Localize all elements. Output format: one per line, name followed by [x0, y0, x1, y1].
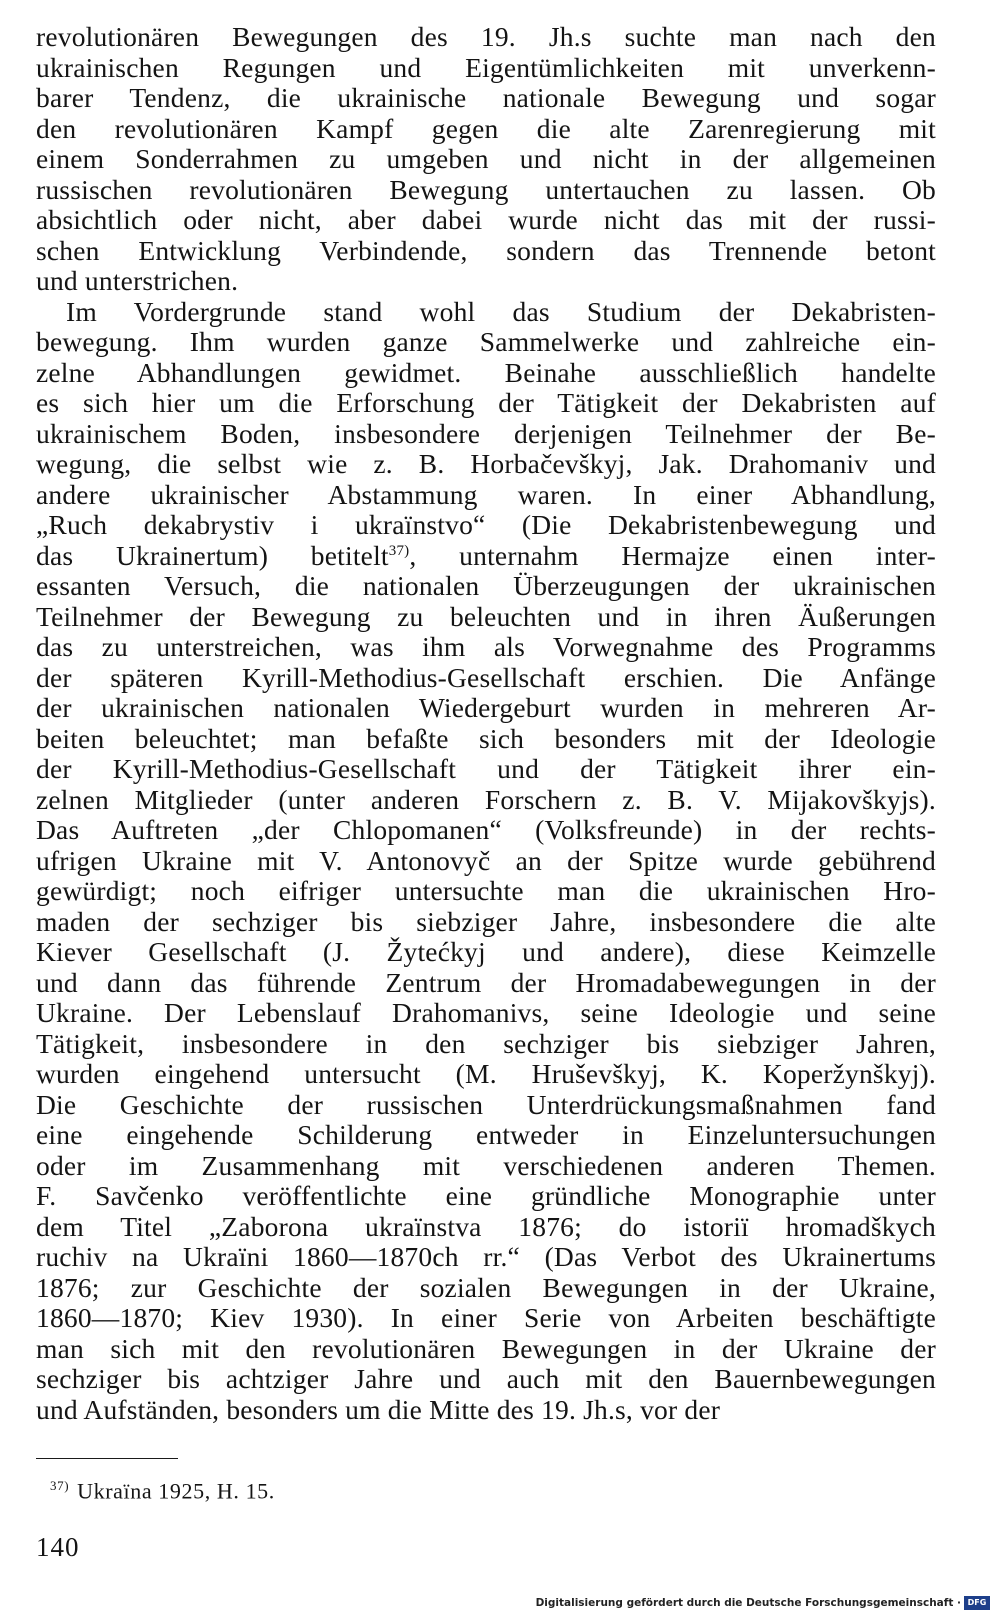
text-line: und unterstrichen. — [36, 265, 239, 296]
credit-text: Digitalisierung gefördert durch die Deutsche Forschungsgemeinschaft · — [535, 1597, 961, 1609]
text-line: den revolutionären Kampf gegen die alte Zarenregierung mit — [36, 112, 936, 144]
text-line: Im Vordergrunde stand wohl das Studium der Dekabristen- — [66, 295, 936, 327]
text-line: man sich mit den revolutionären Bewegungen in der Ukraine der — [36, 1332, 936, 1364]
text-line: wurden eingehend untersucht (M. Hruševškyj, K. Koperžynškyj). — [36, 1058, 936, 1089]
text-line: ufrigen Ukraine mit V. Antonovyč an der Spitze wurde gebührend — [36, 844, 936, 876]
text-line: ukrainischem Boden, insbesondere derjenigen Teilnehmer der Be- — [36, 417, 936, 449]
text-line: sechziger bis achtziger Jahre und auch mit den Bauernbewegungen — [36, 1363, 936, 1394]
text-line: ukrainischen Regungen und Eigentümlichkeiten mit unverkenn- — [36, 51, 936, 83]
text-line: Tätigkeit, insbesondere in den sechziger bis siebziger Jahren, — [36, 1027, 936, 1059]
text-line: und dann das führende Zentrum der Hromadabewegungen in der — [36, 966, 936, 998]
paragraph-1 — [36, 22, 936, 297]
text-line: maden der sechziger bis siebziger Jahre, insbesondere die alte — [36, 905, 936, 937]
text-line: revolutionären Bewegungen des 19. Jh.s suchte man nach den — [36, 21, 936, 52]
text-line: der späteren Kyrill-Methodius-Gesellschaft erschien. Die Anfänge — [36, 661, 936, 693]
text-line: eine eingehende Schilderung entweder in Einzeluntersuchungen — [36, 1119, 936, 1150]
text-line: barer Tendenz, die ukrainische nationale Bewegung und sogar — [36, 82, 936, 113]
text-line: absichtlich oder nicht, aber dabei wurde nicht das mit der russi- — [36, 204, 936, 235]
footnote-mark: 37) — [50, 1478, 70, 1493]
text-line: ruchiv na Ukraïni 1860—1870ch rr.“ (Das Verbot des Ukrainertums — [36, 1241, 936, 1272]
text-line — [36, 541, 936, 572]
footnote-reference[interactable]: 37) — [388, 542, 410, 559]
text-line: gewürdigt; noch eifriger untersuchte man die ukrainischen Hro- — [36, 875, 936, 906]
page-body — [36, 22, 936, 1425]
text-line: und Aufständen, besonders um die Mitte des 19. Jh.s, vor der — [36, 1393, 721, 1425]
text-line: Ukraine. Der Lebenslauf Drahomanivs, seine Ideologie und seine — [36, 997, 936, 1028]
footnote — [50, 1478, 275, 1504]
text-line: oder im Zusammenhang mit verschiedenen anderen Themen. — [36, 1149, 936, 1181]
text-line: der Kyrill-Methodius-Gesellschaft und der Tätigkeit ihrer ein- — [36, 753, 936, 784]
text-line: Kiever Gesellschaft (J. Žytećkyj und andere), diese Keimzelle — [36, 936, 936, 967]
text-line: Das Auftreten „der Chlopomanen“ (Volksfreunde) in der rechts- — [36, 814, 936, 845]
text-line: wegung, die selbst wie z. B. Horbačevškyj, Jak. Drahomaniv und — [36, 448, 936, 479]
text-line: einem Sonderrahmen zu umgeben und nicht in der allgemeinen — [36, 143, 936, 174]
text-line: beiten beleuchtet; man befaßte sich besonders mit der Ideologie — [36, 722, 936, 754]
text-line: Teilnehmer der Bewegung zu beleuchten und in ihren Äußerungen — [36, 600, 936, 632]
text-line: „Ruch dekabrystiv i ukraïnstvo“ (Die Dekabristenbewegung und — [36, 509, 936, 540]
text-segment: das Ukrainertum) betitelt — [36, 539, 389, 571]
text-line: essanten Versuch, die nationalen Überzeugungen der ukrainischen — [36, 570, 936, 601]
text-line: zelne Abhandlungen gewidmet. Beinahe ausschließlich handelte — [36, 356, 936, 388]
text-line: bewegung. Ihm wurden ganze Sammelwerke und zahlreiche ein- — [36, 326, 936, 357]
text-line: 1876; zur Geschichte der sozialen Bewegungen in der Ukraine, — [36, 1271, 936, 1303]
footnote-text: Ukraïna 1925, H. 15. — [77, 1478, 275, 1504]
text-line: das zu unterstreichen, was ihm als Vorwegnahme des Programms — [36, 631, 936, 662]
text-line: andere ukrainischer Abstammung waren. In einer Abhandlung, — [36, 478, 936, 510]
text-line: schen Entwicklung Verbindende, sondern das Trennende betont — [36, 234, 936, 266]
text-line: F. Savčenko veröffentlichte eine gründliche Monographie unter — [36, 1180, 936, 1211]
text-line: zelnen Mitglieder (unter anderen Forschern z. B. V. Mijakovškyjs). — [36, 783, 936, 815]
footnote-divider — [36, 1458, 178, 1459]
text-line: dem Titel „Zaborona ukraïnstva 1876; do istoriï hromadškych — [36, 1210, 936, 1242]
dfg-logo-icon: DFG — [964, 1596, 990, 1610]
text-line: der ukrainischen nationalen Wiedergeburt wurden in mehreren Ar- — [36, 692, 936, 723]
text-line: Die Geschichte der russischen Unterdrückungsmaßnahmen fand — [36, 1088, 936, 1120]
paragraph-2 — [36, 297, 936, 1426]
text-segment: , unternahm Hermajze einen inter- — [409, 539, 937, 571]
page-number: 140 — [36, 1532, 80, 1562]
text-line: es sich hier um die Erforschung der Tätigkeit der Dekabristen auf — [36, 387, 936, 418]
text-line: 1860—1870; Kiev 1930). In einer Serie von Arbeiten beschäftigte — [36, 1302, 936, 1333]
digitization-credit — [536, 1596, 990, 1610]
text-line: russischen revolutionären Bewegung untertauchen zu lassen. Ob — [36, 173, 936, 205]
